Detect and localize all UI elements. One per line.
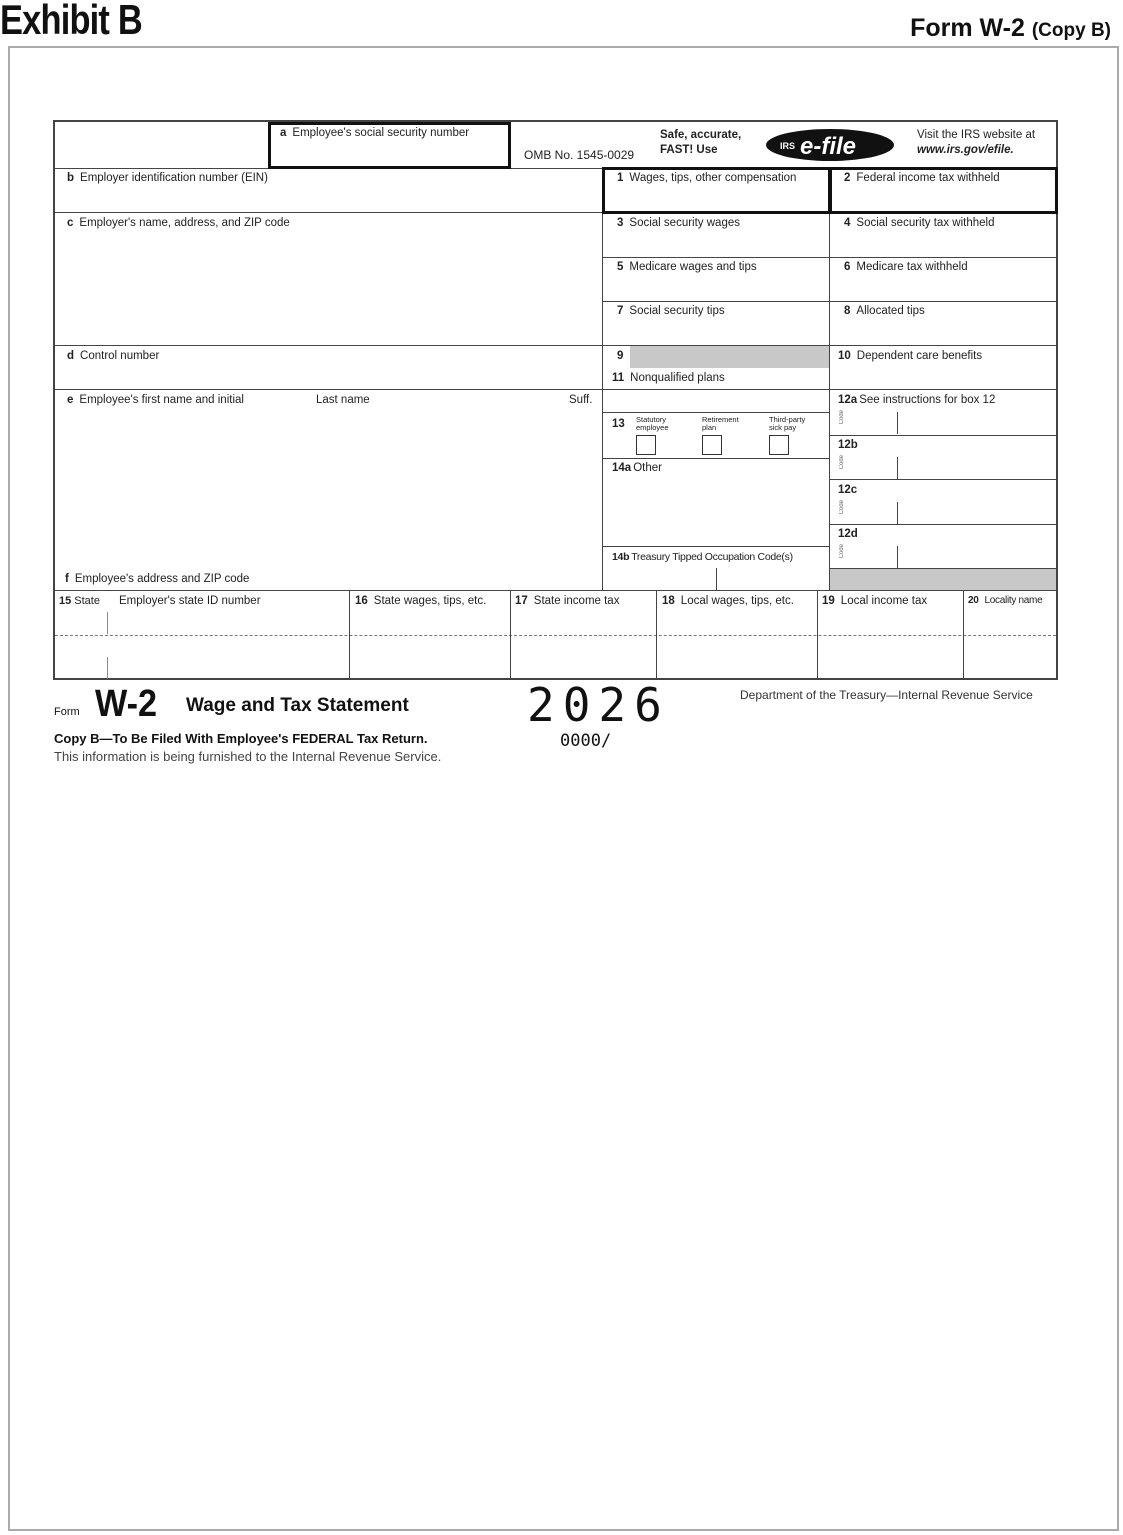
w2-form xyxy=(53,120,1058,680)
box-13-thirdparty-label: Third-party sick pay xyxy=(769,415,806,432)
box-14b-label[interactable]: 14b Treasury Tipped Occupation Code(s) xyxy=(612,551,793,563)
footer-info-line: This information is being furnished to the Internal Revenue Service. xyxy=(54,749,442,764)
box-b-label[interactable]: b Employer identification number (EIN) xyxy=(67,172,268,184)
box-d-label[interactable]: d Control number xyxy=(67,350,160,362)
box-20-label[interactable]: 20 Locality name xyxy=(968,595,1043,606)
omb-number: OMB No. 1545-0029 xyxy=(524,148,635,162)
box-6-label[interactable]: 6 Medicare tax withheld xyxy=(844,261,968,273)
box-12c-code-label: Code xyxy=(839,500,845,515)
footer-copy-line: Copy B—To Be Filed With Employee's FEDERAL Tax Return. xyxy=(54,731,428,746)
visit-line-1: Visit the IRS website at xyxy=(917,129,1036,141)
box-1-label[interactable]: 1 Wages, tips, other compensation xyxy=(617,172,797,184)
box-13-retirement-label: Retirement plan xyxy=(702,415,739,432)
box-9-shade xyxy=(630,346,829,368)
box-e-label[interactable]: e Employee's first name and initial xyxy=(67,394,244,406)
box-9-label[interactable]: 9 xyxy=(617,350,624,362)
box-12a-label[interactable]: 12a See instructions for box 12 xyxy=(838,394,996,406)
box-3-label[interactable]: 3 Social security wages xyxy=(617,217,740,229)
box-e-suffix-label: Suff. xyxy=(569,394,593,406)
box-2-label[interactable]: 2 Federal income tax withheld xyxy=(844,172,1000,184)
box-c-label[interactable]: c Employer's name, address, and ZIP code xyxy=(67,217,290,229)
box-12b-label[interactable]: 12b xyxy=(838,439,858,451)
box-5-label[interactable]: 5 Medicare wages and tips xyxy=(617,261,757,273)
box-15-label[interactable]: 15 State xyxy=(59,595,100,607)
box-11-label[interactable]: 11 Nonqualified plans xyxy=(612,372,725,384)
box-13-label: 13 xyxy=(612,418,625,430)
box-12d-label[interactable]: 12d xyxy=(838,528,858,540)
footer-year: 2026 xyxy=(527,678,670,732)
box-12c-label[interactable]: 12c xyxy=(838,484,858,496)
footer-title: Wage and Tax Statement xyxy=(186,695,409,716)
box-a-label[interactable]: a Employee's social security number xyxy=(280,127,470,139)
box-19-label[interactable]: 19 Local income tax xyxy=(822,595,928,607)
efile-tagline-2: FAST! Use xyxy=(660,144,718,156)
box-17-label[interactable]: 17 State income tax xyxy=(515,595,620,607)
box-7-label[interactable]: 7 Social security tips xyxy=(617,305,725,317)
box-15-state-id-label[interactable]: Employer's state ID number xyxy=(119,595,261,607)
box-4-label[interactable]: 4 Social security tax withheld xyxy=(844,217,995,229)
statutory-employee-checkbox[interactable] xyxy=(636,435,656,455)
efile-tagline-1: Safe, accurate, xyxy=(660,129,742,141)
box-f-label[interactable]: f Employee's address and ZIP code xyxy=(65,573,250,585)
form-header xyxy=(910,14,1111,43)
visit-line-2[interactable]: www.irs.gov/efile. xyxy=(917,144,1014,156)
box-8-label[interactable]: 8 Allocated tips xyxy=(844,305,925,317)
retirement-plan-checkbox[interactable] xyxy=(702,435,722,455)
box-e-lastname-label: Last name xyxy=(316,394,370,406)
exhibit-title: Exhibit B xyxy=(0,0,142,43)
efile-logo-text: e-file xyxy=(800,133,857,160)
efile-logo-icon xyxy=(764,127,896,163)
box-12d-code-label: Code xyxy=(839,544,845,559)
footer-code: 0000/ xyxy=(560,731,612,751)
box-12a-code-label: Code xyxy=(839,410,845,425)
box-14a-label[interactable]: 14a Other xyxy=(612,462,662,474)
footer-form-name: W-2 xyxy=(95,683,158,725)
form-header-copy: (Copy B) xyxy=(1031,20,1111,41)
box-16-label[interactable]: 16 State wages, tips, etc. xyxy=(355,595,487,607)
box-10-label[interactable]: 10 Dependent care benefits xyxy=(838,350,983,362)
box-14b-shade xyxy=(830,569,1056,590)
form-header-title: Form W-2 xyxy=(910,14,1025,42)
box-18-label[interactable]: 18 Local wages, tips, etc. xyxy=(662,595,794,607)
box-13-statutory-label: Statutory employee xyxy=(636,415,669,432)
efile-logo-irs: IRS xyxy=(780,141,796,151)
footer-form-word: Form xyxy=(54,706,80,718)
third-party-sick-pay-checkbox[interactable] xyxy=(769,435,789,455)
box-12b-code-label: Code xyxy=(839,455,845,470)
footer-department: Department of the Treasury—Internal Revenue Service xyxy=(740,688,1033,702)
